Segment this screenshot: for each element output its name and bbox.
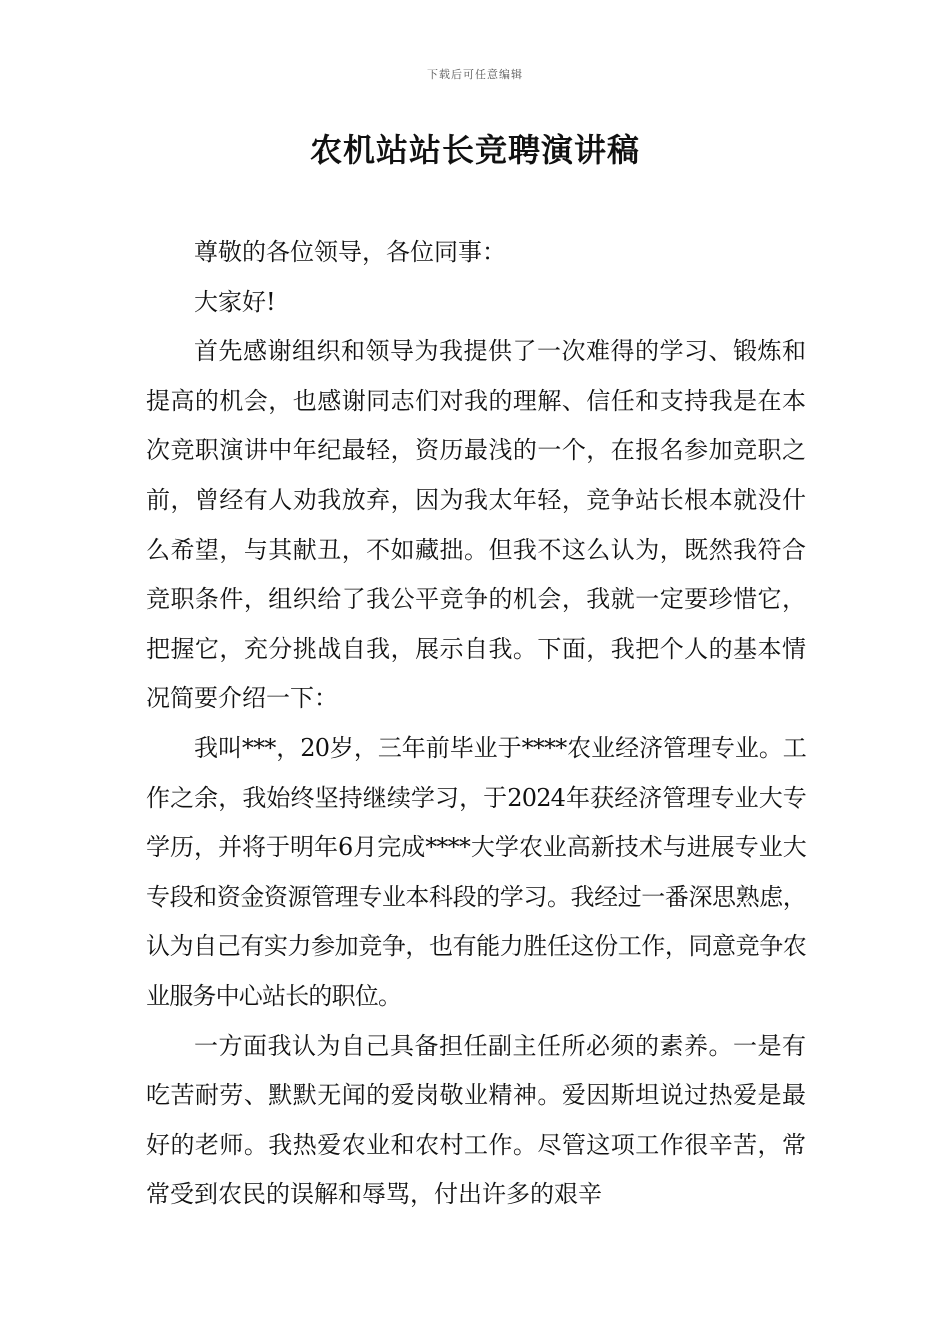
- header-note: 下载后可任意编辑: [427, 68, 523, 81]
- body-paragraph-background: 我叫***，20岁，三年前毕业于****农业经济管理专业。工作之余，我始终坚持继续学习，于2024年获经济管理专业大专学历，并将于明年6月完成****大学农业高新技术与进展专业大专段和资金资源管理专业本科段的学习。我经过一番深思熟虑，认为自己有实力参加竞争，也有能力胜任这份工作，同意竞争农业服务中心站长的职位。: [146, 733, 806, 1010]
- document-body: [146, 228, 806, 1220]
- salutation-paragraph: 尊敬的各位领导，各位同事：: [194, 238, 506, 266]
- document-title: 农机站站长竞聘演讲稿: [309, 131, 640, 169]
- body-paragraph-intro: 首先感谢组织和领导为我提供了一次难得的学习、锻炼和提高的机会，也感谢同志们对我的理解、信任和支持我是在本次竞职演讲中年纪最轻，资历最浅的一个，在报名参加竞职之前，曾经有人劝我放弃，因为我太年轻，竞争站长根本就没什么希望，与其献丑，不如藏拙。但我不这么认为，既然我符合竞职条件，组织给了我公平竞争的机会，我就一定要珍惜它，把握它，充分挑战自我，展示自我。下面，我把个人的基本情况简要介绍一下：: [146, 337, 806, 713]
- body-paragraph-qualities: 一方面我认为自己具备担任副主任所必须的素养。一是有吃苦耐劳、默默无闻的爱岗敬业精神。爱因斯坦说过热爱是最好的老师。我热爱农业和农村工作。尽管这项工作很辛苦，常常受到农民的误解和辱骂，付出许多的艰辛: [146, 1031, 806, 1209]
- greeting-paragraph: 大家好!: [194, 287, 276, 316]
